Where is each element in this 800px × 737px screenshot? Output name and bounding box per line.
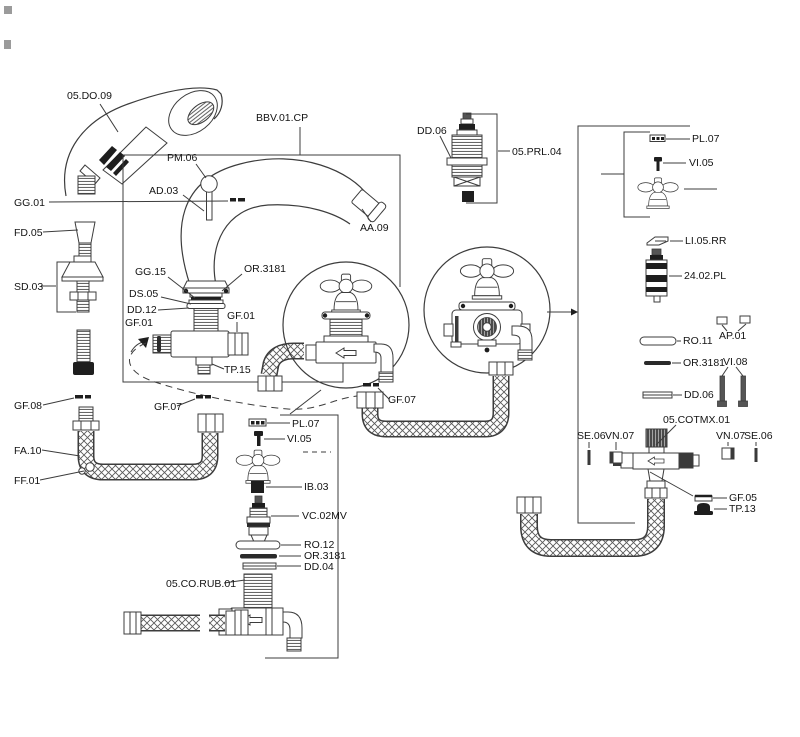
label-gf07-right: GF.07: [388, 394, 417, 406]
label-or3181-right: OR.3181: [683, 357, 726, 369]
elbow-joint-ff01: [86, 463, 94, 471]
ring-ro11: [640, 337, 676, 345]
diverter-cotmx01: [517, 429, 699, 548]
label-do09: 05.DO.09: [67, 90, 112, 102]
label-pl07-bottom: PL.07: [292, 418, 320, 430]
label-gf05: GF.05: [729, 492, 758, 504]
label-gg01: GG.01: [14, 197, 45, 209]
label-vi05-bottom: VI.05: [287, 433, 312, 445]
spout-base-stack: [183, 281, 229, 331]
ring-ro12: [236, 541, 280, 549]
oring-or3181-bottom: [240, 554, 277, 559]
gasket-gf05: [695, 496, 712, 501]
label-or3181-bottom: OR.3181: [304, 550, 347, 562]
label-gf07-left: GF.07: [154, 401, 183, 413]
label-gf08: GF.08: [14, 400, 43, 412]
deck-flange-sd03: [57, 256, 103, 312]
bushing-ib03: [251, 481, 264, 493]
label-ff01: FF.01: [14, 475, 41, 487]
label-se06-right: SE.06: [744, 430, 773, 442]
label-tp13: TP.13: [729, 503, 756, 515]
label-ad03: AD.03: [149, 185, 179, 197]
label-dd06-top: DD.06: [417, 125, 447, 137]
cap-tp13: [694, 503, 713, 515]
cross-handle-bottom: [236, 450, 280, 483]
threaded-stud: [73, 330, 94, 375]
label-gf01-left: GF.01: [125, 317, 154, 329]
label-pl07-right: PL.07: [692, 133, 720, 145]
label-dd12: DD.12: [127, 304, 157, 316]
label-gg15: GG.15: [135, 266, 166, 278]
label-ap01: AP.01: [719, 330, 747, 342]
label-prl04: 05.PRL.04: [512, 146, 562, 158]
detail-circle-right: [424, 247, 550, 373]
label-ro11: RO.11: [683, 335, 713, 347]
popup-knob-pm06: [201, 176, 217, 220]
label-2402pl: 24.02.PL: [684, 270, 727, 282]
seal-gg01: [230, 198, 245, 202]
label-fa10: FA.10: [14, 445, 42, 457]
label-corub01: 05.CO.RUB.01: [166, 578, 237, 590]
seal-vn07-left: [610, 452, 622, 463]
label-sd03: SD.03: [14, 281, 44, 293]
gasket-gf07-right: [363, 383, 379, 387]
cartridge-2402pl: [646, 249, 667, 302]
seal-se06-left: [588, 450, 591, 465]
label-dd04: DD.04: [304, 561, 334, 573]
label-ro12: RO.12: [304, 539, 335, 551]
gasket-pl07-right: [650, 135, 665, 142]
screws-vi08: [718, 367, 748, 407]
label-fd05: FD.05: [14, 227, 43, 239]
screw-vi05-bottom: [254, 431, 263, 446]
label-vn07-left: VN.07: [605, 430, 635, 442]
cartridge-prl04: [447, 113, 497, 203]
label-se06-left: SE.06: [577, 430, 606, 442]
cross-handle-right: [638, 178, 678, 209]
washer-dd04: [243, 563, 276, 569]
supply-hose-fa10: [73, 407, 223, 474]
label-li05rr: LI.05.RR: [685, 235, 727, 247]
label-vn07-right: VN.07: [716, 430, 746, 442]
seal-vn07-right: [722, 448, 734, 459]
seal-se06-right: [755, 448, 758, 462]
label-pm06: PM.06: [167, 152, 198, 164]
label-vc02mv: VC.02MV: [302, 510, 347, 522]
label-vi08: VI.08: [723, 356, 748, 368]
label-vi05-right: VI.05: [689, 157, 714, 169]
cartridge-vc02mv: [247, 496, 270, 542]
screw-vi05-right: [654, 157, 662, 171]
label-cotmx01: 05.COTMX.01: [663, 414, 731, 426]
label-bbv: BBV.01.CP: [256, 112, 309, 124]
gasket-pl07-bottom: [249, 419, 266, 426]
label-or3181-center: OR.3181: [244, 263, 287, 275]
label-dd06-right: DD.06: [684, 389, 714, 401]
lever-li05rr: [647, 237, 668, 245]
detail-circle-left: [258, 262, 409, 391]
label-tp15: TP.15: [224, 364, 251, 376]
label-gf01-right: GF.01: [227, 310, 256, 322]
clips-ap01: [717, 316, 750, 331]
label-ds05: DS.05: [129, 288, 159, 300]
washer-dd06-right: [643, 392, 672, 398]
oring-or3181-right: [644, 361, 671, 365]
edge-marks: [4, 6, 12, 49]
label-ib03: IB.03: [304, 481, 329, 493]
label-aa09: AA.09: [360, 222, 389, 234]
seal-gf08: [75, 395, 91, 399]
